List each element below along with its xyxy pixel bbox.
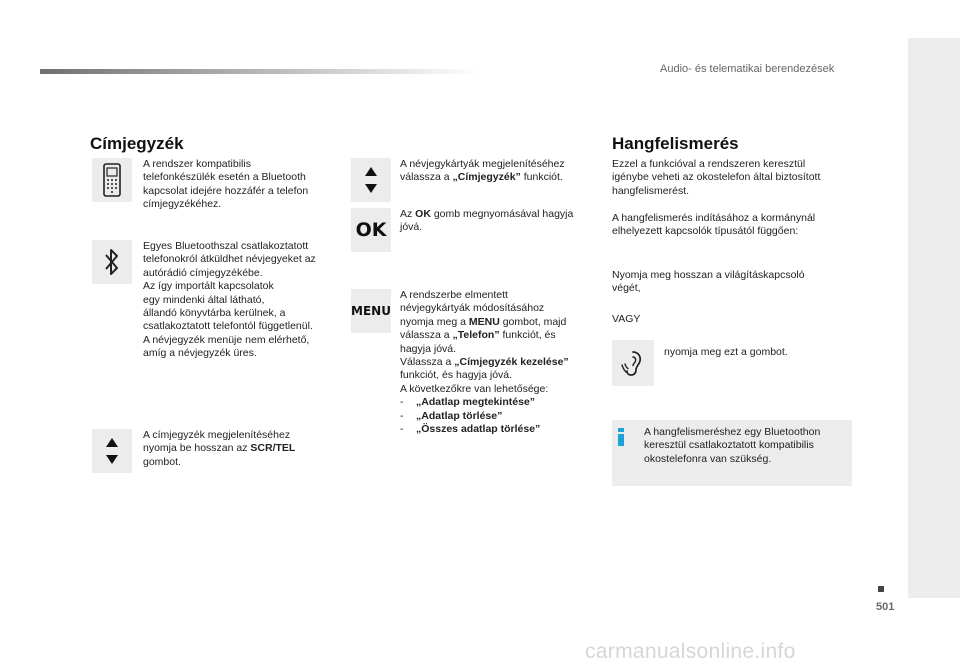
text-line: kapcsolat idejére hozzáfér a telefon [143, 184, 309, 197]
text-line: Az így importált kapcsolatok [143, 280, 274, 293]
text-line: A névjegykártyák megjelenítéséhez [400, 158, 565, 170]
text-line: autórádió címjegyzékébe. [143, 266, 263, 279]
text-line: keresztül csatlakoztatott kompatibilis [644, 439, 814, 452]
or-text: VAGY [612, 313, 641, 325]
option-item [400, 410, 600, 423]
text-line: végét, [612, 282, 641, 295]
bluetooth-import-text [143, 240, 353, 361]
text-line: funkciót, és hagyja jóvá. [400, 369, 513, 382]
voice-command-icon [612, 340, 654, 386]
voice-start-text [612, 212, 852, 239]
text-line: A hangfelismeréshez egy Bluetoothon [644, 426, 821, 438]
text-run: funkciót. [520, 171, 563, 184]
text-line: A címjegyzék megjelenítéséhez [143, 429, 291, 441]
text-line: igénybe veheti az okostelefon által biztosított [612, 171, 821, 184]
text-line: telefonokról átküldhet névjegyeket az [143, 253, 316, 266]
function-name: „Címjegyzék” [452, 171, 521, 184]
option-dash: - [400, 409, 404, 422]
text-line [400, 356, 600, 369]
text-run: nyomja be hosszan az [143, 442, 251, 455]
light-switch-text [612, 269, 852, 296]
text-line [400, 208, 600, 221]
text-line: telefonkészülék esetén a Bluetooth [143, 171, 306, 184]
text-run: Az [400, 208, 416, 220]
header-gradient-bar [40, 69, 480, 74]
text-line: egy mindenki által látható, [143, 293, 265, 306]
arrow-up-down-icon [351, 158, 391, 202]
voice-intro-text [612, 158, 852, 198]
text-line: gombot. [143, 455, 181, 468]
page-number: 501 [876, 601, 895, 613]
text-line: Nyomja meg hosszan a világításkapcsoló [612, 269, 805, 281]
text-line: hangfelismerést. [612, 184, 690, 197]
option-item [400, 396, 600, 409]
option-dash: - [400, 396, 404, 409]
page-side-strip [908, 38, 960, 598]
confirm-ok-text [400, 208, 600, 235]
option-label: „Adatlap megtekintése” [416, 396, 536, 409]
text-line: elhelyezett kapcsolók típusától függően: [612, 225, 799, 238]
text-line [143, 442, 353, 455]
text-run: válassza a [400, 171, 453, 184]
text-line: A névjegyzék menüje nem elérhető, [143, 333, 310, 346]
bluetooth-icon [92, 240, 132, 284]
text-line: okostelefonra van szükség. [644, 452, 772, 465]
function-name: „Telefon” [452, 329, 500, 342]
display-contacts-text [143, 429, 353, 469]
text-line [400, 316, 600, 329]
text-run: gomb megnyomásával hagyja [430, 208, 574, 220]
text-line: csatlakoztatott telefontól függetlenül. [143, 320, 313, 333]
option-label: „Összes adatlap törlése” [416, 423, 541, 436]
function-name: „Címjegyzék kezelése” [454, 356, 569, 369]
page-marker [878, 586, 884, 592]
text-line: A rendszerbe elmentett [400, 289, 508, 301]
info-icon [614, 427, 628, 447]
text-line [400, 171, 600, 184]
text-line: állandó könyvtárba kerülnek, a [143, 307, 286, 320]
section-title-contacts: Címjegyzék [90, 134, 184, 153]
text-run: Válassza a [400, 356, 455, 369]
text-line: Egyes Bluetoothszal csatlakoztatott [143, 240, 309, 252]
text-run: válassza a [400, 329, 453, 342]
text-line: amíg a névjegyzék üres. [143, 347, 257, 360]
option-dash: - [400, 423, 404, 436]
arrow-up-down-icon [92, 429, 132, 473]
text-line: A hangfelismerés indításához a kormánynál [612, 212, 816, 224]
text-run: nyomja meg a [400, 315, 469, 328]
key-name: MENU [468, 315, 500, 328]
chapter-title: Audio- és telematikai berendezések [660, 63, 835, 75]
text-run: funkciót, és [499, 329, 556, 342]
text-line: névjegykártyák módosításához [400, 302, 545, 315]
text-line: Ezzel a funkcióval a rendszeren keresztül [612, 158, 806, 170]
press-button-text: nyomja meg ezt a gombot. [664, 346, 788, 358]
section-title-voice-recognition: Hangfelismerés [612, 134, 739, 153]
phone-keypad-icon [92, 158, 132, 202]
info-text [644, 426, 849, 466]
text-run: gombot, majd [499, 315, 567, 328]
text-line: A rendszer kompatibilis [143, 158, 251, 170]
option-label: „Adatlap törlése” [416, 409, 503, 422]
ok-label: OK [355, 219, 387, 241]
text-line: címjegyzékéhez. [143, 198, 222, 211]
text-line: A következőkre van lehetősége: [400, 382, 549, 395]
contacts-intro-text [143, 158, 343, 212]
key-name: SCR/TEL [250, 442, 296, 455]
text-line [400, 329, 600, 342]
ok-button-icon [351, 208, 391, 252]
key-name: OK [415, 208, 431, 220]
option-item [400, 423, 600, 436]
text-line: hagyja jóvá. [400, 342, 457, 355]
menu-label: MENU [351, 304, 391, 318]
edit-cards-text [400, 289, 600, 436]
menu-button-icon [351, 289, 391, 333]
show-cards-text [400, 158, 600, 185]
watermark: carmanualsonline.info [585, 640, 796, 663]
text-line: jóvá. [400, 221, 423, 234]
